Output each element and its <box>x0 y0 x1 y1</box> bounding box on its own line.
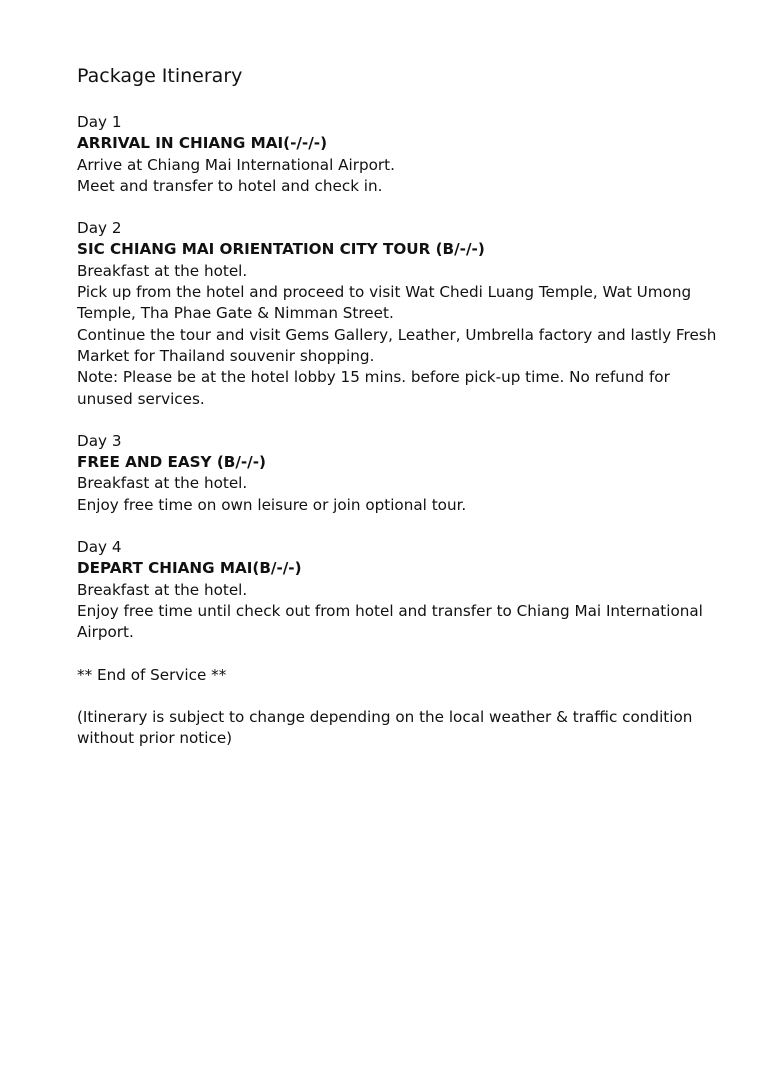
day-2-section <box>77 218 717 410</box>
day-2-label: Day 2 <box>77 219 122 238</box>
day-1-section <box>77 112 717 197</box>
day-2-line-4: Note: Please be at the hotel lobby 15 mins. before pick-up time. No refund for unused services. <box>77 368 670 408</box>
day-2-line-3: Continue the tour and visit Gems Gallery, Leather, Umbrella factory and lastly Fresh Market for Thailand souvenir shopping. <box>77 325 717 365</box>
day-3-label: Day 3 <box>77 431 122 450</box>
day-1-line-2: Meet and transfer to hotel and check in. <box>77 176 383 195</box>
day-4-line-1: Breakfast at the hotel. <box>77 580 248 599</box>
day-4-section <box>77 537 717 643</box>
end-of-service-note: ** End of Service ** <box>77 665 227 684</box>
page-title: Package Itinerary <box>77 65 243 87</box>
day-2-line-1: Breakfast at the hotel. <box>77 261 248 280</box>
day-3-heading: FREE AND EASY (B/-/-) <box>77 453 266 472</box>
day-4-label: Day 4 <box>77 538 122 557</box>
day-1-line-1: Arrive at Chiang Mai International Airport. <box>77 155 395 174</box>
day-1-label: Day 1 <box>77 113 122 131</box>
day-1-heading: ARRIVAL IN CHIANG MAI(-/-/-) <box>77 134 328 153</box>
day-4-line-2: Enjoy free time until check out from hotel and transfer to Chiang Mai International Airport. <box>77 601 703 642</box>
day-3-line-2: Enjoy free time on own leisure or join optional tour. <box>77 495 467 514</box>
day-3-line-1: Breakfast at the hotel. <box>77 474 248 493</box>
day-3-section <box>77 431 717 516</box>
day-4-heading: DEPART CHIANG MAI(B/-/-) <box>77 559 302 578</box>
itinerary-page <box>77 62 717 749</box>
day-2-line-2: Pick up from the hotel and proceed to visit Wat Chedi Luang Temple, Wat Umong Temple, Tha Phae Gate & Nimman Street. <box>77 283 692 323</box>
day-2-heading: SIC CHIANG MAI ORIENTATION CITY TOUR (B/-/-) <box>77 240 485 259</box>
itinerary-disclaimer: (Itinerary is subject to change depending on the local weather & traffic condition without prior notice) <box>77 707 693 748</box>
